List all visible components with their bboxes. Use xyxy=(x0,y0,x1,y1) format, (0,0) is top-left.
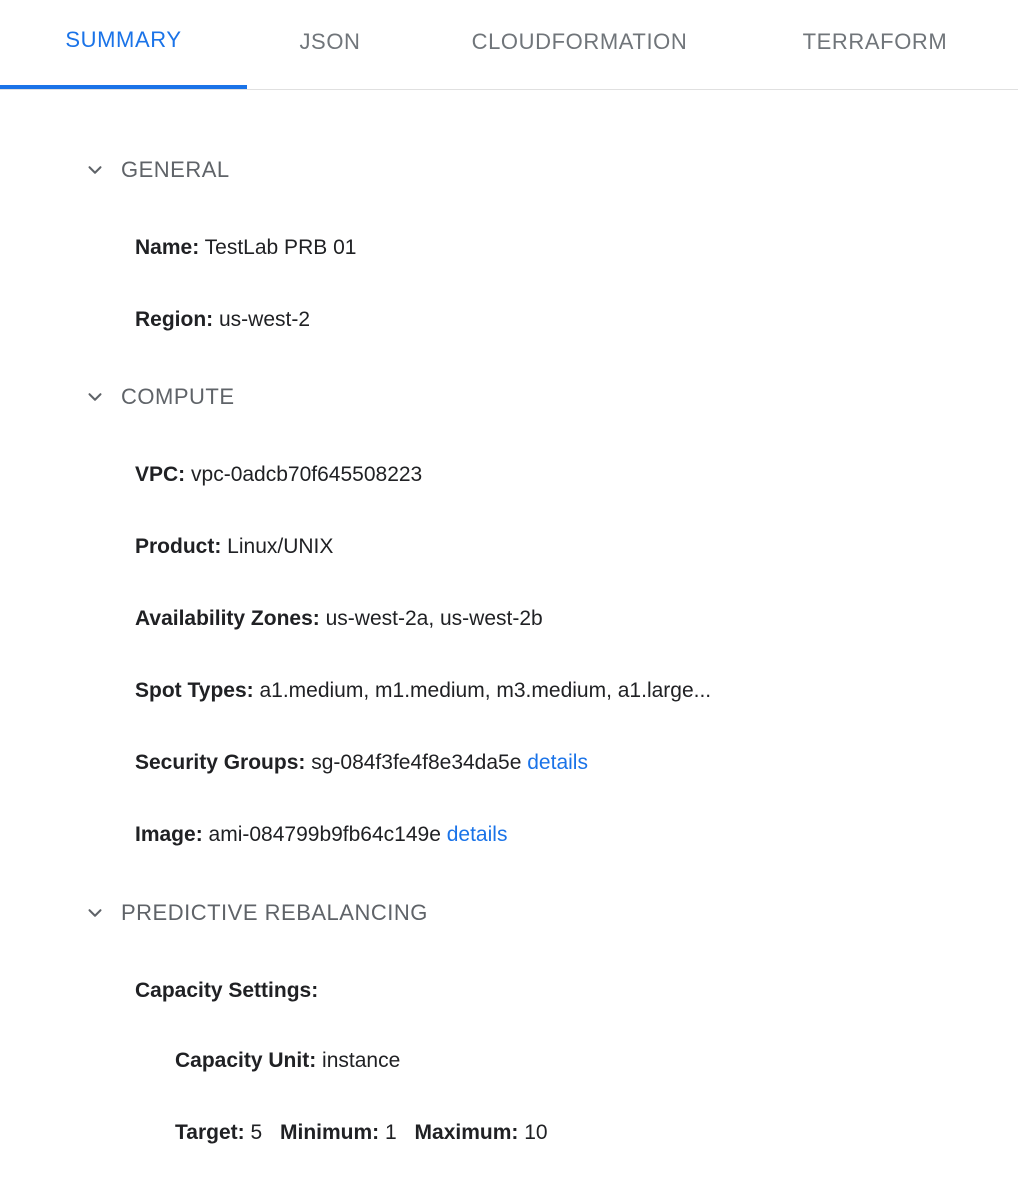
field-security-groups-value: sg-084f3fe4f8e34da5e xyxy=(311,751,522,774)
field-availability-zones-label: Availability Zones: xyxy=(135,607,320,630)
field-availability-zones-value: us-west-2a, us-west-2b xyxy=(325,607,543,630)
field-image-value: ami-084799b9fb64c149e xyxy=(208,823,441,846)
field-target-label: Target: xyxy=(175,1121,245,1144)
field-security-groups xyxy=(135,749,1018,777)
chevron-down-icon xyxy=(84,386,106,408)
tab-summary[interactable] xyxy=(0,0,247,89)
field-vpc-label: VPC: xyxy=(135,463,186,486)
chevron-down-icon xyxy=(84,159,106,181)
tab-cloudformation-label: CLOUDFORMATION xyxy=(471,28,688,54)
field-capacity-settings-label: Capacity Settings: xyxy=(135,979,319,1002)
field-security-groups-label: Security Groups: xyxy=(135,751,306,774)
field-region xyxy=(135,306,1018,334)
tab-terraform-label: TERRAFORM xyxy=(802,28,948,54)
section-header-predictive-rebalancing[interactable] xyxy=(84,895,1018,931)
tab-bar xyxy=(0,0,1018,90)
section-title-compute: COMPUTE xyxy=(121,384,235,409)
field-capacity-settings xyxy=(135,977,1018,1005)
field-capacity-unit-value: instance xyxy=(322,1049,401,1072)
field-maximum-value: 10 xyxy=(524,1121,548,1144)
field-minimum-value: 1 xyxy=(385,1121,397,1144)
field-target-value: 5 xyxy=(250,1121,263,1144)
section-header-general[interactable] xyxy=(84,152,1018,188)
tab-json[interactable] xyxy=(247,0,413,89)
chevron-down-icon xyxy=(84,902,106,924)
section-title-general: GENERAL xyxy=(121,157,230,182)
field-capacity-unit-label: Capacity Unit: xyxy=(175,1049,317,1072)
field-name xyxy=(135,234,1018,262)
section-header-compute[interactable] xyxy=(84,379,1018,415)
field-product xyxy=(135,533,1018,561)
field-vpc xyxy=(135,461,1018,489)
field-spot-types xyxy=(135,677,1018,705)
summary-panel xyxy=(0,152,1018,1147)
field-maximum-label: Maximum: xyxy=(414,1121,519,1144)
field-spot-types-value: a1.medium, m1.medium, m3.medium, a1.large... xyxy=(259,679,712,702)
field-image-label: Image: xyxy=(135,823,203,846)
field-product-value: Linux/UNIX xyxy=(227,535,334,558)
field-spot-types-label: Spot Types: xyxy=(135,679,254,702)
field-capacity-unit xyxy=(175,1047,1018,1075)
tab-terraform[interactable] xyxy=(746,0,1004,89)
security-groups-details-link[interactable]: details xyxy=(527,751,588,774)
image-details-link[interactable]: details xyxy=(446,823,508,846)
field-image xyxy=(135,821,1018,849)
section-title-predictive-rebalancing: PREDICTIVE REBALANCING xyxy=(121,900,428,925)
field-minimum-label: Minimum: xyxy=(280,1121,380,1144)
field-region-value: us-west-2 xyxy=(219,308,311,331)
field-capacity-target-min-max xyxy=(175,1119,1018,1147)
tab-json-label: JSON xyxy=(299,28,361,54)
field-availability-zones xyxy=(135,605,1018,633)
field-product-label: Product: xyxy=(135,535,222,558)
tab-cloudformation[interactable] xyxy=(413,0,746,89)
tab-summary-label: SUMMARY xyxy=(65,26,182,52)
field-vpc-value: vpc-0adcb70f645508223 xyxy=(191,463,423,486)
field-region-label: Region: xyxy=(135,308,214,331)
field-name-label: Name: xyxy=(135,236,200,259)
field-name-value: TestLab PRB 01 xyxy=(204,236,357,259)
